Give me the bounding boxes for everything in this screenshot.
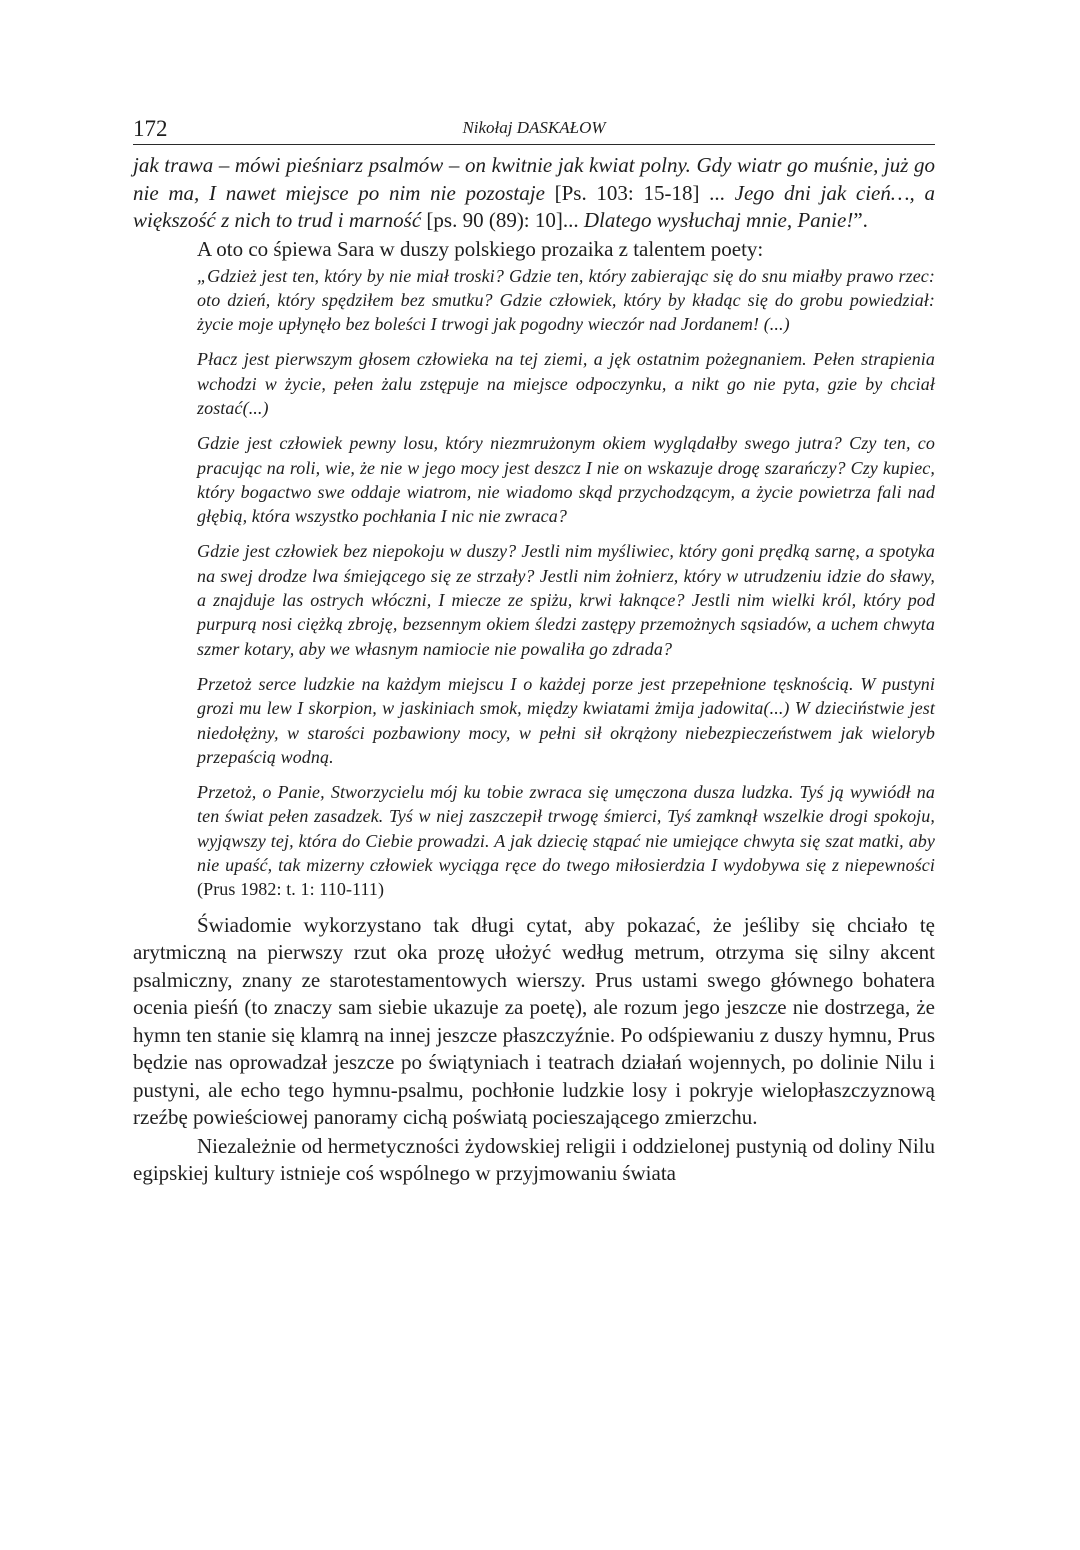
quote-last-text: Przetoż, o Panie, Stworzycielu mój ku tobie zwraca się umęczona dusza ludzka. Tyś ją wywiódł na ten świat pełen zasadzek. Tyś w niej zaszczepił trwogę śmierci, Tyś zamknął wszelkie drogi spokoju, wyjąwszy tej, która do Ciebie prowadzi. A jak dziecię stąpać nie umiejące chwyta się szat matki, aby nie upaść, tak mizerny człowiek wyciąga ręce do twego miłosierdzia I wydobywa się z niepewności [197, 782, 935, 876]
psalm-reference-2: [ps. 90 (89): 10]... [421, 208, 584, 232]
quote-paragraph: „Gdzież jest ten, który by nie miał troski? Gdzie ten, który zabierając się do snu miałby prawo rzec: oto dzień, który spędziłem bez smutku? Gdzie człowiek, który by kładąc się do grobu powiedział: życie moje upłynęło bez boleści I trwogi jak pogodny wieczór nad Jordanem! (...) [197, 265, 935, 335]
block-quote [197, 264, 935, 902]
quote-paragraph: Przetoż serce ludzkie na każdym miejscu I o każdej porze jest przepełnione tęsknością. W pustyni grozi mu lew I skorpion, w jaskiniach smok, między kwiatami żmija jadowita(...) W dzieciństwie jest niedołężny, w starości pozbawiony mocy, w pełni sił okrążony niebezpieczeństwem jak wieloryb przepaścią wodną. [197, 673, 935, 767]
psalm-quote-3: Dlatego wysłuchaj mnie, Panie! [583, 208, 854, 232]
page [133, 110, 935, 1188]
quote-paragraph: Gdzie jest człowiek bez niepokoju w duszy? Jestli nim myśliwiec, który goni prędką sarnę, a spotyka na swej drodze lwa śmiejącego się ze strzały? Jestli nim żołnierz, który w utrudzeniu idzie do sławy, a znajduje las ostrych włóczni, I miecze ze spiżu, krwi łaknące? Jestli nim wielki król, który pod purpurą nosi ciężką zbroję, bezsennym okiem śledzi zastępy przemożnych sąsiadów, a uchem chwyta szmer kotary, aby we własnym namiocie nie powaliła go zdrada? [197, 541, 935, 659]
running-head [133, 110, 935, 145]
quote-intro-line: A oto co śpiewa Sara w duszy polskiego prozaika z talentem poety: [197, 236, 764, 261]
body-paragraph: Świadomie wykorzystano tak długi cytat, aby pokazać, że jeśliby się chciało tę arytmiczną na pierwszy rzut oka prozę ułożyć według metrum, otrzyma się silny akcent psalmiczny, znany ze starotestamentowych wierszy. Prus ustami swego głównego bohatera ocenia pieśń (to znaczy sam siebie ukazuje za poetę), ale rozum jego jeszcze nie dostrzega, że hymn ten stanie się klamrą na innej jeszcze płaszczyźnie. Po odśpiewaniu z duszy hymnu, Prus będzie nas oprowadzał jeszcze po świątyniach i teatrach działań wojennych, po dolinie Nilu i pustyni, ale echo tego hymnu-psalmu, pochłonie ludzkie losy i pokryje wielopłaszczyznową rzeźbę powieściowej panoramy cichą poświatą pocieszającego zmierzchu. [133, 912, 935, 1130]
psalm-quote-1: jak trawa – mówi pieśniarz psalmów – on kwitnie jak kwiat polny. Gdy wiatr go muśnie, już go nie ma, I nawet miejsce po nim nie pozostaje [133, 153, 935, 205]
closing-quote-mark: ”. [853, 208, 868, 232]
psalm-reference-1: [Ps. 103: 15-18] ... [544, 180, 735, 205]
quote-paragraph-last [197, 780, 935, 901]
quote-paragraph: Gdzie jest człowiek pewny losu, który niezmrużonym okiem wyglądałby swego jutra? Czy ten, co pracując na roli, wie, że nie w jego mocy jest deszcz I nie on wskazuje drogę szarańczy? Czy kupiec, który bogactwo swe oddaje wiatrom, nie wiadomo skąd przychodzącym, a życie powietrza fali nad głębią, która wszystko pochłania I nic nie zwraca? [197, 433, 935, 527]
body-paragraph: Niezależnie od hermetyczności żydowskiej religii i oddzielonej pustynią od doliny Nilu egipskiej kultury istnieje coś wspólnego w przyjmowaniu świata [133, 1133, 935, 1186]
psalm-quote-2: Jego dni jak cień…, a większość z nich to trud i marność [133, 180, 936, 232]
quote-citation: (Prus 1982: t. 1: 110-111) [197, 879, 385, 900]
quote-paragraph: Płacz jest pierwszym głosem człowieka na tej ziemi, a jęk ostatnim pożegnaniem. Pełen strapienia wchodzi w życie, pełen żalu zstępuje na miejsce odpoczynku, a nikt go nie pyta, gzie by chciał zostać(...) [197, 349, 935, 418]
continued-paragraph [133, 152, 935, 235]
page-number: 172 [133, 116, 168, 141]
running-head-author: Nikołaj DASKAŁOW [462, 118, 606, 137]
